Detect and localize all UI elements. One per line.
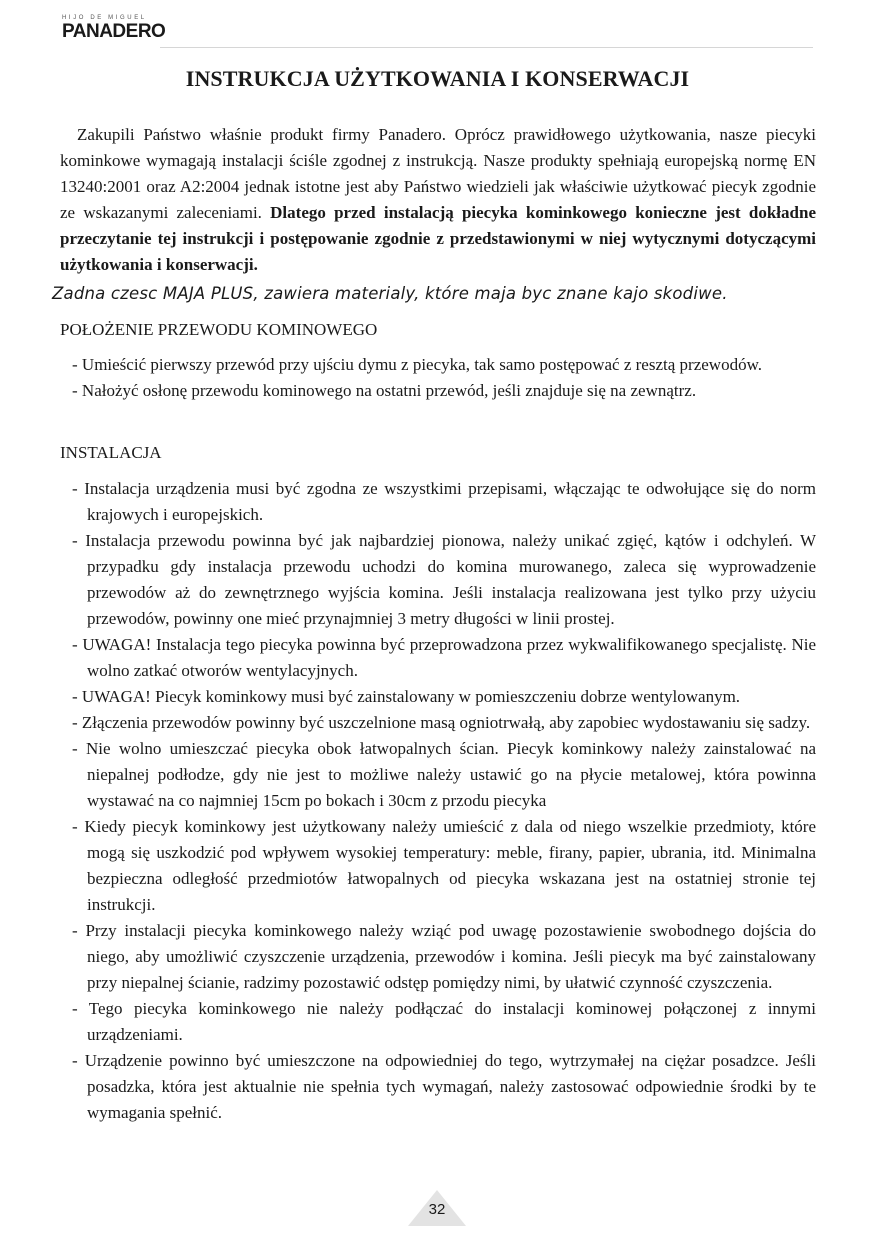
section-heading-installation: INSTALACJA — [60, 443, 162, 462]
brand-sub-label: HIJO DE MIGUEL — [62, 15, 147, 21]
list-item: - Tego piecyka kominkowego nie należy podłączać do instalacji kominowej połączonej z innymi urządzeniami. — [72, 999, 816, 1044]
list-item: - Przy instalacji piecyka kominkowego należy wziąć pod uwagę pozostawienie swobodnego dojścia do niego, aby umożliwić czyszczenie urządzenia, przewodów i komina. Jeśli piecyk ma być zainstalowany przy niepalnej ścianie, radzimy pozostawić odstęp pomiędzy nimi, by ułatwić czynność czyszczenia. — [72, 921, 816, 992]
list-item: - Złączenia przewodów powinny być uszczelnione masą ogniotrwałą, aby zapobiec wydostawaniu się sadzy. — [72, 713, 811, 732]
list-item: - Umieścić pierwszy przewód przy ujściu dymu z piecyka, tak samo postępować z resztą przewodów. — [72, 355, 762, 374]
header-divider — [160, 47, 813, 48]
notice-line: Zadna czesc MAJA PLUS, zawiera materialy, które maja byc znane kajo skodiwe. — [52, 284, 728, 303]
list-item: - Nałożyć osłonę przewodu kominowego na ostatni przewód, jeśli znajduje się na zewnątrz. — [72, 381, 697, 400]
list-item: - Nie wolno umieszczać piecyka obok łatwopalnych ścian. Piecyk kominkowy należy zainstalować na niepalnej podłodze, gdy nie jest to możliwe należy ustawić go na płycie metalowej, która powinna wystawać na co najmniej 15cm po bokach i 30cm z przodu piecyka — [72, 739, 816, 810]
list-item: - Instalacja urządzenia musi być zgodna ze wszystkimi przepisami, włączając te odwołujące się do norm krajowych i europejskich. — [72, 479, 816, 524]
list-item: - Urządzenie powinno być umieszczone na odpowiedniej do tego, wytrzymałej na ciężar posadzce. Jeśli posadzka, która jest aktualnie nie spełnia tych wymagań, należy zastosować odpowiednie środki by te wymagania spełnić. — [72, 1051, 816, 1122]
installation-list — [72, 476, 816, 1126]
brand-logo — [62, 14, 165, 42]
page-number: 32 — [428, 1201, 446, 1218]
brand-name: PANADERO — [62, 21, 166, 42]
intro-bold-text: Dlatego przed instalacją piecyka kominkowego konieczne jest dokładne przeczytanie tej instrukcji i postępowanie zgodnie z przedstawionymi w niej wytycznymi dotyczącymi użytkowania i konserwacji. — [60, 203, 816, 274]
list-item: - Instalacja przewodu powinna być jak najbardziej pionowa, należy unikać zgięć, kątów i odchyleń. W przypadku gdy instalacja przewodu uchodzi do komina murowanego, zaleca się wyprowadzenie przewodów aż do zewnętrznego wyjścia komina. Jeśli instalacja realizowana jest tylko przy użyciu przewodów, powinny one mieć przynajmniej 3 metry długości w linii prostej. — [72, 531, 816, 628]
list-item: - Kiedy piecyk kominkowy jest użytkowany należy umieścić z dala od niego wszelkie przedmioty, które mogą się uszkodzić pod wpływem wysokiej temperatury: meble, firany, papier, ubrania, itd. Minimalna bezpieczna odległość przedmiotów łatwopalnych od piecyka wskazana jest na ostatniej stronie tej instrukcji. — [72, 817, 816, 914]
intro-text: Zakupili Państwo właśnie produkt firmy Panadero. Oprócz prawidłowego użytkowania, nasze piecyki kominkowe wymagają instalacji ściśle zgodnej z instrukcją. Nasze produkty spełniają europejską normę EN 13240:2001 oraz A2:2004 jednak istotne jest aby Państwo wiedzieli jak właściwie użytkować piecyk zgodnie ze wskazanymi zaleceniami. — [60, 125, 816, 222]
page-title: INSTRUKCJA UŻYTKOWANIA I KONSERWACJI — [185, 66, 690, 91]
list-item: - UWAGA! Piecyk kominkowy musi być zainstalowany w pomieszczeniu dobrze wentylowanym. — [72, 687, 741, 706]
section-heading-chimney: POŁOŻENIE PRZEWODU KOMINOWEGO — [60, 320, 378, 339]
intro-paragraph — [60, 122, 816, 278]
chimney-list — [72, 352, 816, 404]
list-item: - UWAGA! Instalacja tego piecyka powinna być przeprowadzona przez wykwalifikowanego specjalistę. Nie wolno zatkać otworów wentylacyjnych. — [72, 635, 816, 680]
